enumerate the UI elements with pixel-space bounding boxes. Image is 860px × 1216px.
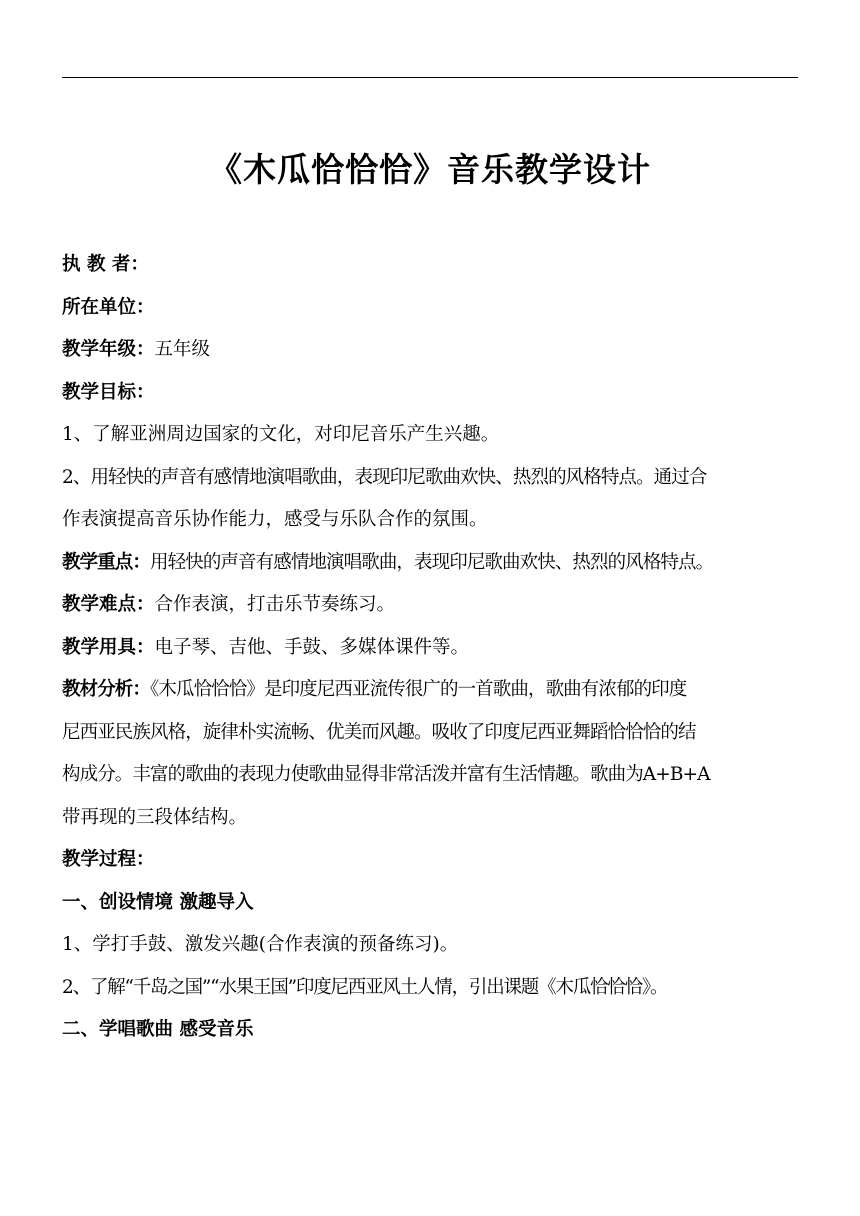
- page-title: 《木瓜恰恰恰》音乐教学设计: [209, 150, 651, 189]
- section-1-heading: 一、创设情境 激趣导入: [62, 891, 254, 913]
- grade-label: 教学年级：: [62, 339, 155, 360]
- objective-2-line-2: 作表演提高音乐协作能力，感受与乐队合作的氛围。: [62, 509, 488, 530]
- difficulty-field: [62, 584, 802, 627]
- section-1-item-1: 1、学打手鼓、激发兴趣(合作表演的预备练习)。: [62, 934, 459, 955]
- section-1-item-2: 2、了解“千岛之国”“水果王国”印度尼西亚风土人情，引出课题《木瓜恰恰恰》。: [62, 976, 668, 998]
- objectives-heading: [62, 372, 802, 415]
- analysis-label: 教材分析：: [62, 679, 151, 700]
- teacher-label: 执 教 者：: [62, 254, 149, 275]
- analysis-line-3: 构成分。丰富的歌曲的表现力使歌曲显得非常活泼并富有生活情趣。歌曲为A+B+A: [62, 764, 710, 785]
- process-label: 教学过程：: [62, 849, 155, 870]
- tools-value: 电子琴、吉他、手鼓、多媒体课件等。: [154, 636, 470, 658]
- unit-label: 所在单位：: [62, 296, 155, 318]
- key-point-label: 教学重点：: [62, 551, 151, 573]
- analysis-field: [62, 669, 802, 712]
- analysis-line-4: 带再现的三段体结构。: [62, 806, 248, 828]
- analysis-line-2: 尼西亚民族风格，旋律朴实流畅、优美而风趣。吸收了印度尼西亚舞蹈恰恰恰的结: [62, 721, 696, 743]
- process-heading: [62, 839, 802, 882]
- key-point-field: [62, 542, 802, 585]
- tools-label: 教学用具：: [62, 636, 155, 658]
- difficulty-label: 教学难点：: [62, 594, 155, 615]
- difficulty-value: 合作表演，打击乐节奏练习。: [154, 594, 396, 615]
- objectives-label: 教学目标：: [62, 381, 155, 403]
- objective-2-line-1: 2、用轻快的声音有感情地演唱歌曲，表现印尼歌曲欢快、热烈的风格特点。通过合: [62, 466, 707, 488]
- grade-value: 五年级: [154, 339, 211, 360]
- unit-field: [62, 287, 802, 330]
- section-2-heading: 二、学唱歌曲 感受音乐: [62, 1019, 254, 1040]
- objective-1: 1、了解亚洲周边国家的文化，对印尼音乐产生兴趣。: [62, 424, 500, 445]
- analysis-line-1: 《木瓜恰恰恰》是印度尼西亚流传很广的一首歌曲，歌曲有浓郁的印度: [150, 679, 687, 700]
- teacher-field: [62, 244, 802, 287]
- document-body: [62, 244, 802, 1052]
- key-point-value: 用轻快的声音有感情地演唱歌曲，表现印尼歌曲欢快、热烈的风格特点。: [150, 551, 714, 573]
- header-rule: [62, 77, 798, 78]
- tools-field: [62, 627, 802, 670]
- grade-field: [62, 329, 802, 372]
